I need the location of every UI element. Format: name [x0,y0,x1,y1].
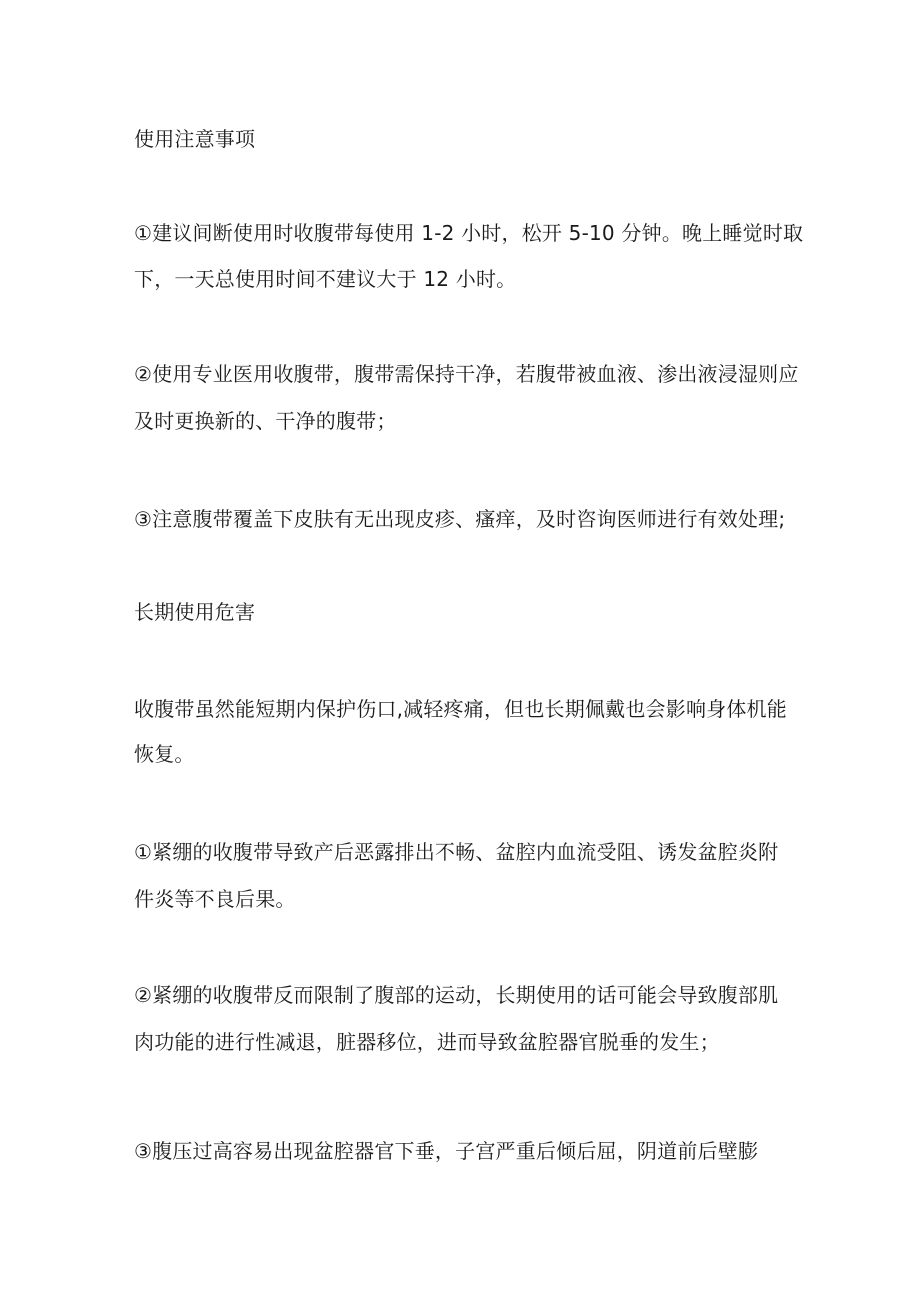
section-heading-long-term-harm: 长期使用危害 [134,600,256,624]
paragraph-line: ①紧绷的收腹带导致产后恶露排出不畅、盆腔内血流受阻、诱发盆腔炎附 [134,840,779,864]
paragraph-line: ②使用专业医用收腹带，腹带需保持干净，若腹带被血液、渗出液浸湿则应 [134,362,799,386]
paragraph-line: 件炎等不良后果。 [134,887,296,911]
paragraph-line: 及时更换新的、干净的腹带； [134,409,397,433]
paragraph-line: 恢复。 [134,742,195,766]
paragraph-line: ③注意腹带覆盖下皮肤有无出现皮疹、瘙痒，及时咨询医师进行有效处理; [134,507,786,531]
paragraph-line: ①建议间断使用时收腹带每使用 1-2 小时，松开 5-10 分钟。晚上睡觉时取 [134,221,804,245]
paragraph-line: ②紧绷的收腹带反而限制了腹部的运动，长期使用的话可能会导致腹部肌 [134,983,779,1007]
paragraph-line: ③腹压过高容易出现盆腔器官下垂，子宫严重后倾后屈，阴道前后壁膨 [134,1139,759,1163]
paragraph-line: 下，一天总使用时间不建议大于 12 小时。 [134,267,517,291]
paragraph-line: 肉功能的进行性减退，脏器移位，进而导致盆腔器官脱垂的发生； [134,1030,720,1054]
paragraph-line: 收腹带虽然能短期内保护伤口,减轻疼痛，但也长期佩戴也会影响身体机能 [134,697,787,721]
section-heading-precautions: 使用注意事项 [134,127,256,151]
